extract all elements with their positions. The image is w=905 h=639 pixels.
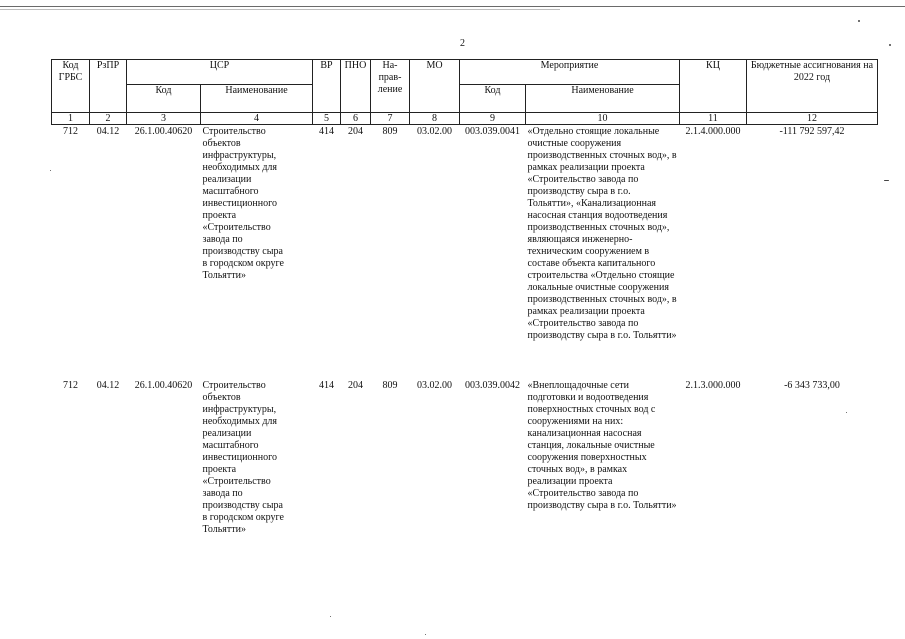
table-header bbox=[52, 60, 878, 113]
cell-kc: 2.1.3.000.000 bbox=[685, 380, 741, 391]
cell-rzpr: 04.12 bbox=[90, 125, 127, 380]
cell-mer-name: «Отдельно стоящие локальные очистные сооружения производственных сточных вод», в рамках реализации проекта «Строительство завода по производству сыра в г.о. Тольятти», «Канализационная насосная станция водоотведения производственных сточных вод», являющаяся инженерно-техническим сооружением в составе объекта капитального строительства «Отдельно стоящие локальные очистные сооружения производственных сточных вод», в рамках реализации проекта «Строительство завода по производству сыра в г.о. Тольятти» bbox=[526, 125, 680, 380]
page-number: 2 bbox=[460, 38, 465, 49]
scan-speck bbox=[425, 634, 426, 635]
header-rzpr: РзПР bbox=[90, 60, 127, 113]
table-row bbox=[52, 379, 878, 536]
table-row bbox=[52, 125, 878, 380]
budget-table bbox=[51, 59, 878, 536]
cell-amount: -6 343 733,00 bbox=[784, 380, 840, 391]
scan-speck bbox=[330, 616, 331, 617]
column-number: 3 bbox=[127, 113, 201, 125]
header-meropriyatie: Мероприятие bbox=[460, 60, 680, 85]
cell-csr-name: Строительство объектов инфраструктуры, необходимых для реализации масштабного инвестиционного проекта «Строительство завода по производству сыра в городском округе Тольятти» bbox=[202, 380, 284, 535]
cell-csr-code: 26.1.00.40620 bbox=[127, 125, 201, 380]
top-border-line-secondary bbox=[0, 9, 560, 10]
scan-speck bbox=[846, 412, 847, 413]
header-csr-kod: Код bbox=[127, 85, 201, 113]
column-number: 5 bbox=[313, 113, 341, 125]
scan-speck bbox=[50, 170, 51, 171]
cell-mer-code: 003.039.0042 bbox=[465, 380, 520, 391]
cell-napr: 809 bbox=[371, 125, 410, 380]
cell-mo: 03.02.00 bbox=[417, 380, 452, 391]
cell-vr: 414 bbox=[313, 125, 341, 380]
column-number: 7 bbox=[371, 113, 410, 125]
cell-pno: 204 bbox=[348, 380, 363, 391]
column-number: 11 bbox=[680, 113, 747, 125]
cell-mer-code: 003.039.0041 bbox=[460, 125, 526, 380]
column-number: 9 bbox=[460, 113, 526, 125]
column-number: 10 bbox=[526, 113, 680, 125]
cell-amount: -111 792 597,42 bbox=[747, 125, 878, 380]
cell-rzpr: 04.12 bbox=[96, 380, 120, 391]
cell-kc: 2.1.4.000.000 bbox=[680, 125, 747, 380]
column-number: 2 bbox=[90, 113, 127, 125]
cell-pno: 204 bbox=[341, 125, 371, 380]
header-mer-kod: Код bbox=[460, 85, 526, 113]
cell-csr-code: 26.1.00.40620 bbox=[134, 380, 193, 391]
header-pno: ПНО bbox=[341, 60, 371, 113]
header-budget: Бюджетные ассигнования на 2022 год bbox=[747, 60, 878, 113]
column-number: 1 bbox=[52, 113, 90, 125]
column-number: 6 bbox=[341, 113, 371, 125]
header-vr: ВР bbox=[313, 60, 341, 113]
cell-napr: 809 bbox=[382, 380, 398, 391]
header-csr-name: Наименование bbox=[201, 85, 313, 113]
cell-mer-name: «Внеплощадочные сети подготовки и водоотведения поверхностных сточных вод с сооружениями на них: канализационная насосная станция, локальные очистные сооружения поверхностных сточных вод», в рамках реализации проекта «Строительство завода по производству сыра в г.о. Тольятти» bbox=[527, 380, 677, 511]
header-kc: КЦ bbox=[680, 60, 747, 113]
column-number: 8 bbox=[410, 113, 460, 125]
header-mer-name: Наименование bbox=[526, 85, 680, 113]
header-mo: МО bbox=[410, 60, 460, 113]
column-number: 4 bbox=[201, 113, 313, 125]
cell-grbs: 712 bbox=[63, 380, 78, 391]
column-number-row bbox=[52, 113, 878, 125]
header-napr: На-прав-ление bbox=[371, 60, 410, 113]
cell-mo: 03.02.00 bbox=[410, 125, 460, 380]
scan-speck bbox=[889, 44, 891, 46]
cell-vr: 414 bbox=[319, 380, 334, 391]
cell-grbs: 712 bbox=[52, 125, 90, 380]
header-csr: ЦСР bbox=[127, 60, 313, 85]
scan-speck bbox=[858, 20, 860, 22]
top-border-line bbox=[0, 6, 905, 7]
scan-speck bbox=[884, 180, 889, 181]
column-number: 12 bbox=[747, 113, 878, 125]
cell-csr-name: Строительство объектов инфраструктуры, необходимых для реализации масштабного инвестиционного проекта «Строительство завода по производству сыра в городском округе Тольятти» bbox=[201, 125, 313, 380]
header-kod-grbs: Код ГРБС bbox=[52, 60, 90, 113]
